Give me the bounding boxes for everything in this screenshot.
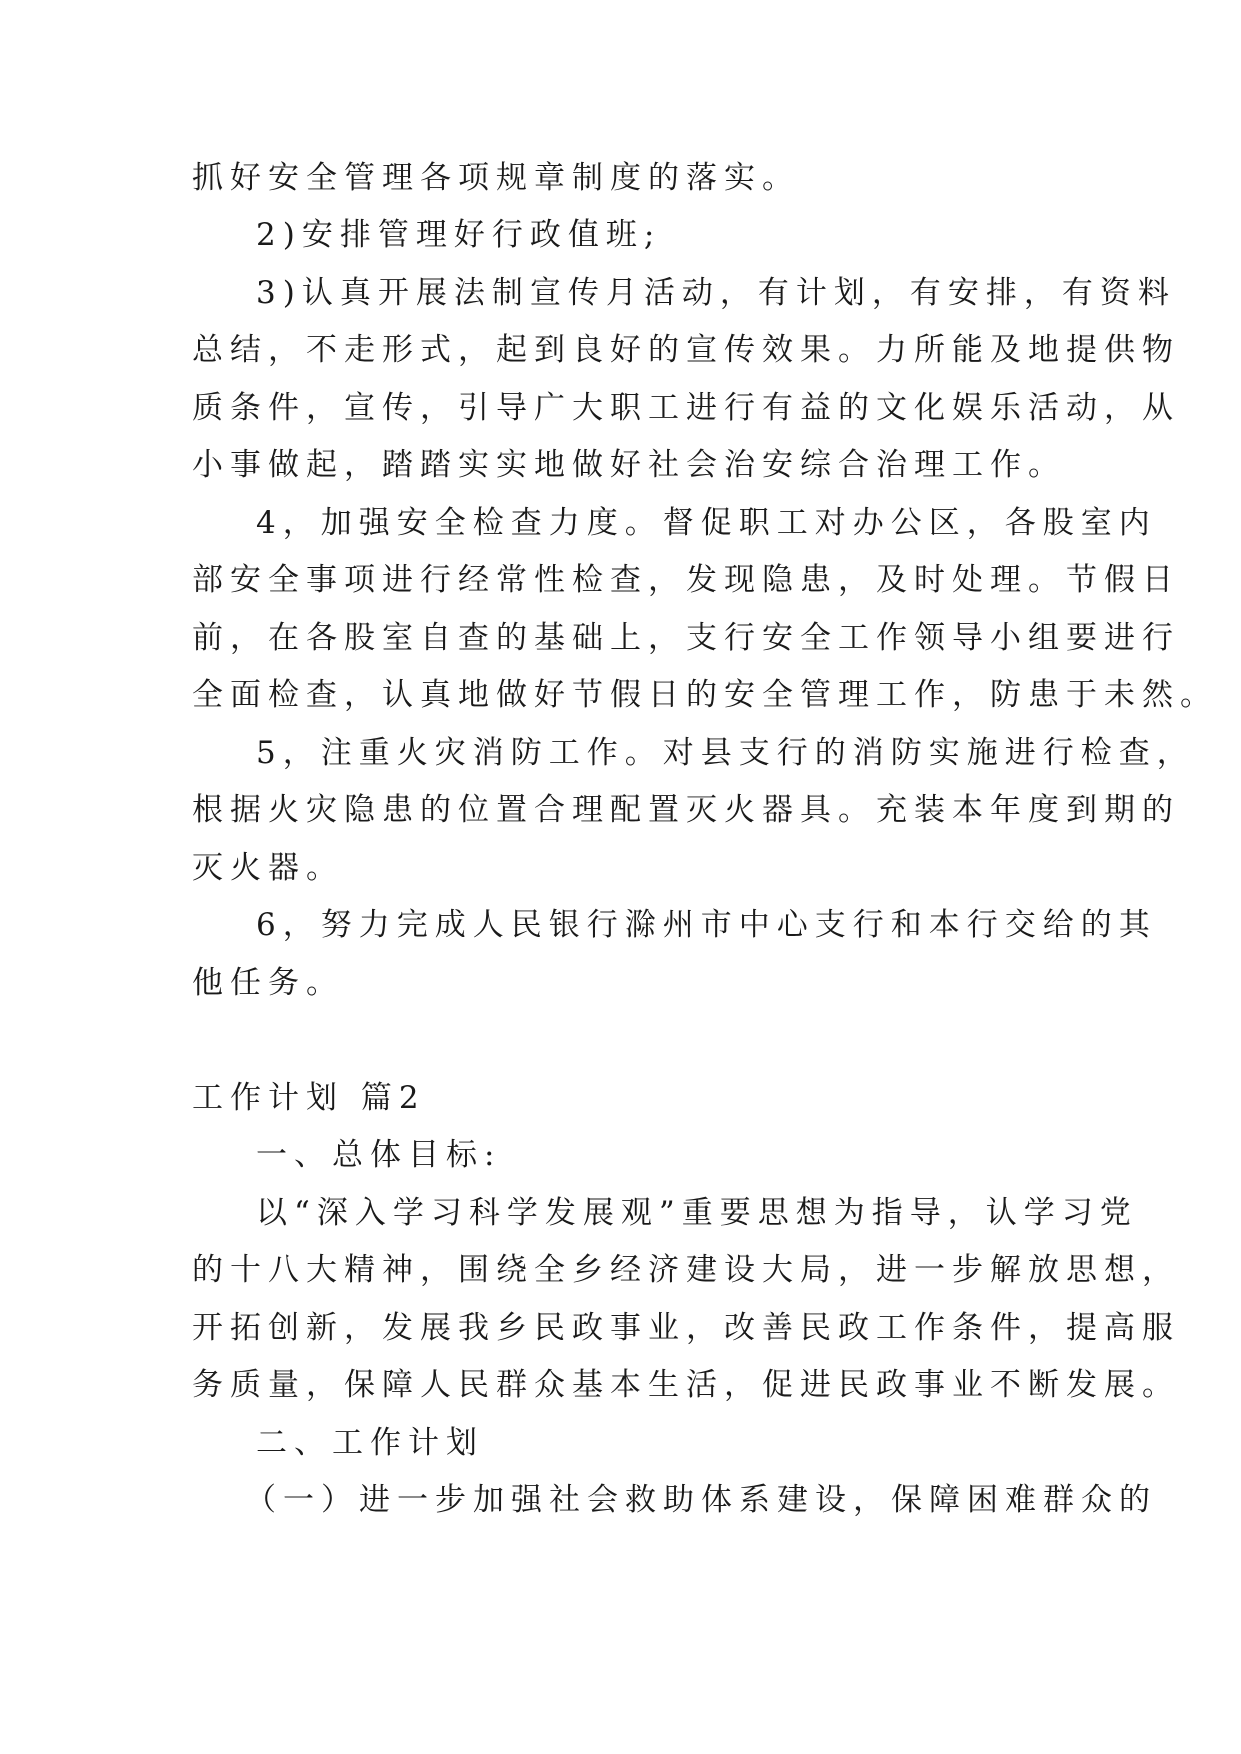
text-line: 抓好安全管理各项规章制度的落实。 [192,160,800,196]
text-line: 二、工作计划 [256,1425,484,1461]
text-line: 小事做起，踏踏实实地做好社会治安综合治理工作。 [192,447,1066,483]
text-line: 他任务。 [192,965,344,1001]
text-line: 务质量，保障人民群众基本生活，促进民政事业不断发展。 [192,1367,1180,1403]
text-line: 4，加强安全检查力度。督促职工对办公区，各股室内 [256,505,1157,541]
text-line: 以“深入学习科学发展观”重要思想为指导，认学习党 [256,1195,1138,1231]
text-line: 的十八大精神，围绕全乡经济建设大局，进一步解放思想， [192,1252,1180,1288]
text-line: 灭火器。 [192,850,344,886]
text-line: 前，在各股室自查的基础上，支行安全工作领导小组要进行 [192,620,1180,656]
section-heading: 工作计划 篇2 [192,1080,426,1116]
text-line: 6，努力完成人民银行滁州市中心支行和本行交给的其 [256,907,1157,943]
text-line: 根据火灾隐患的位置合理配置灭火器具。充装本年度到期的 [192,792,1180,828]
text-line: 质条件，宣传，引导广大职工进行有益的文化娱乐活动，从 [192,390,1180,426]
text-line: 一、总体目标: [256,1137,502,1173]
text-line: 总结，不走形式，起到良好的宣传效果。力所能及地提供物 [192,332,1180,368]
text-line: 开拓创新，发展我乡民政事业，改善民政工作条件，提高服 [192,1310,1180,1346]
text-line: 全面检查，认真地做好节假日的安全管理工作，防患于未然。 [192,677,1218,713]
text-line: 2)安排管理好行政值班; [256,217,662,253]
text-line: （一）进一步加强社会救助体系建设，保障困难群众的 [245,1482,1157,1518]
text-line: 3)认真开展法制宣传月活动，有计划，有安排，有资料 [256,275,1176,311]
text-line: 5，注重火灾消防工作。对县支行的消防实施进行检查， [256,735,1195,771]
text-line: 部安全事项进行经常性检查，发现隐患，及时处理。节假日 [192,562,1180,598]
